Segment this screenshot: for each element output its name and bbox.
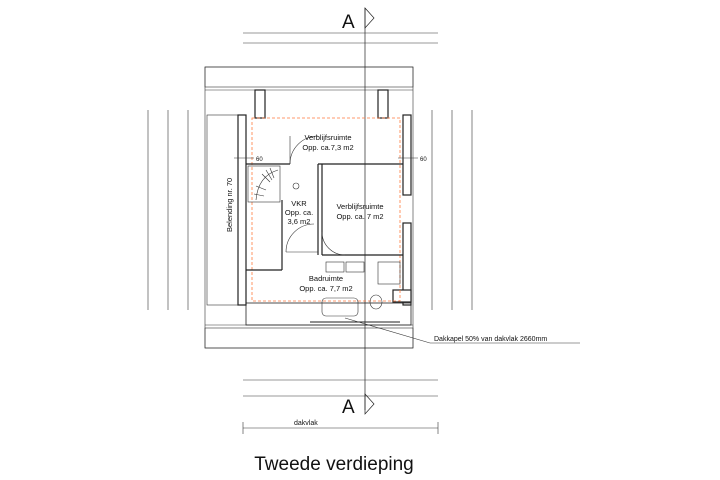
door-swings	[286, 136, 345, 255]
dimension-left-60: 60	[256, 157, 263, 163]
dormer-front	[246, 290, 411, 325]
staircase	[248, 166, 280, 202]
room-4-area: Opp. ca. 7,7 m2	[299, 284, 353, 293]
dormer-note: Dakkapel 50% van dakvlak 2660mm	[434, 336, 548, 343]
roof-plane-dimension	[243, 422, 438, 434]
section-marker-bottom: A	[342, 397, 355, 418]
room-1-name: Verblijfsruimte	[304, 133, 352, 142]
roof-plane-label: dakvlak	[294, 420, 318, 427]
section-marker-top: A	[342, 12, 355, 33]
dimension-right-60: 60	[420, 157, 427, 163]
room-3-area-line1: Opp. ca.	[284, 208, 314, 217]
room-2-name: Verblijfsruimte	[336, 202, 384, 211]
room-4-name: Badruimte	[308, 274, 344, 283]
room-3-name: VKR	[291, 199, 307, 208]
drawing-title: Tweede verdieping	[254, 454, 414, 475]
room-1-area: Opp. ca.7,3 m2	[302, 143, 354, 152]
neighbour-label: Belending nr. 70	[225, 177, 234, 232]
room-2-area: Opp. ca. 7 m2	[336, 212, 384, 221]
exterior-walls	[238, 90, 411, 305]
room-3-area-line2: 3,6 m2	[287, 217, 311, 226]
section-line-a	[243, 8, 438, 414]
